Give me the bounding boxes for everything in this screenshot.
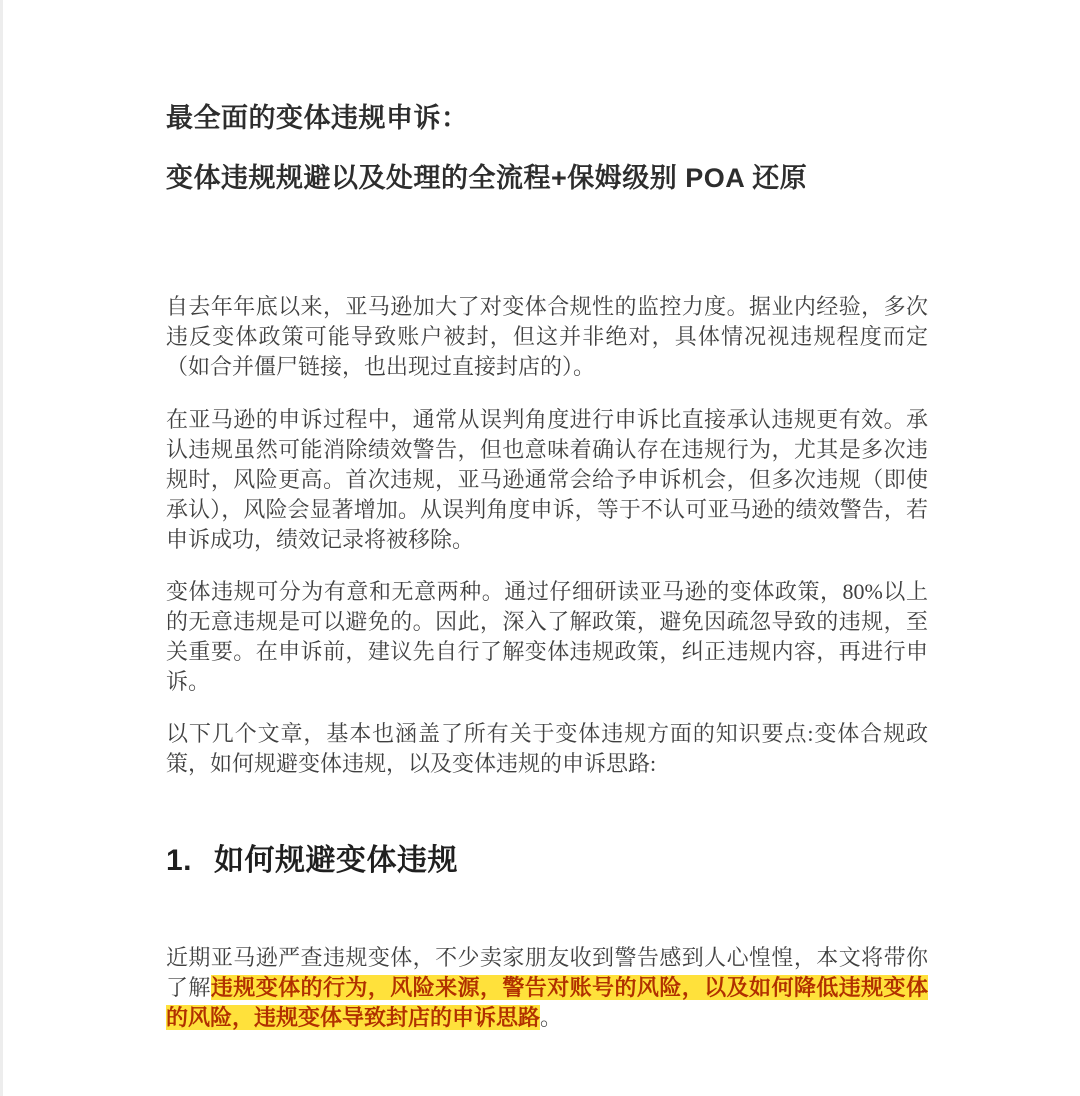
document-title-line1: 最全面的变体违规申诉：	[166, 103, 469, 133]
section-1-heading	[166, 841, 928, 881]
paragraph-articles-overview: 以下几个文章，基本也涵盖了所有关于变体违规方面的知识要点:变体合规政策，如何规避变体违规，以及变体违规的申诉思路:	[166, 721, 928, 776]
paragraph-monitoring-intro: 自去年年底以来，亚马逊加大了对变体合规性的监控力度。据业内经验，多次违反变体政策可能导致账户被封，但这并非绝对，具体情况视违规程度而定（如合并僵尸链接，也出现过直接封店的）。	[166, 294, 928, 379]
section-1-title: 如何规避变体违规	[214, 844, 459, 877]
paragraph-recent-crackdown-tail: 。	[540, 1005, 563, 1030]
document-title-line2: 变体违规规避以及处理的全流程+保姆级别 POA 还原	[166, 163, 808, 193]
paragraph-recent-crackdown-lead: 近期亚马逊严查违规变体，不少卖家朋友收到警告感到人心惶惶，本文将带你了解	[166, 945, 928, 1000]
highlighted-key-points: 违规变体的行为，风险来源，警告对账号的风险，以及如何降低违规变体的风险，违规变体导致封店的申诉思路	[166, 975, 928, 1030]
paragraph-appeal-strategy: 在亚马逊的申诉过程中，通常从误判角度进行申诉比直接承认违规更有效。承认违规虽然可能消除绩效警告，但也意味着确认存在违规行为，尤其是多次违规时，风险更高。首次违规，亚马逊通常会给予申诉机会，但多次违规（即使承认），风险会显著增加。从误判角度申诉，等于不认可亚马逊的绩效警告，若申诉成功，绩效记录将被移除。	[166, 407, 928, 552]
section-1-number: 1.	[166, 844, 193, 877]
paragraph-recent-crackdown	[166, 943, 928, 1033]
document-content	[166, 0, 928, 1033]
paragraph-violation-types: 变体违规可分为有意和无意两种。通过仔细研读亚马逊的变体政策，80%以上的无意违规是可以避免的。因此，深入了解政策，避免因疏忽导致的违规，至关重要。在申诉前，建议先自行了解变体违规政策，纠正违规内容，再进行申诉。	[166, 579, 928, 694]
